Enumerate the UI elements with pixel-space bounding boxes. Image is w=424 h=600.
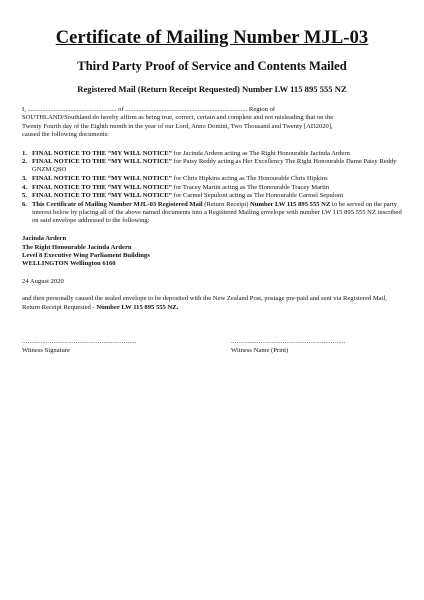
signature-block bbox=[22, 338, 402, 354]
document-title: This Certificate of Mailing Number MJL-03 Registered Mail bbox=[32, 200, 203, 208]
document-item bbox=[22, 158, 402, 174]
address-line-1: Jacinda Ardern bbox=[22, 235, 67, 243]
recipient-address bbox=[22, 235, 402, 268]
registered-mail-line: Registered Mail (Return Receipt Requested) Number LW 115 895 555 NZ bbox=[77, 84, 347, 94]
document-number: 2. bbox=[22, 158, 27, 166]
address-line-2: The Right Honourable Jacinda Ardern bbox=[22, 243, 132, 251]
document-number: 5. bbox=[22, 192, 27, 200]
closing-paragraph bbox=[22, 295, 402, 312]
document-number: 6. bbox=[22, 200, 27, 208]
document-title: FINAL NOTICE TO THE “MY WILL NOTICE” bbox=[32, 183, 172, 191]
affirmation-paragraph bbox=[22, 106, 402, 140]
document-title: FINAL NOTICE TO THE “MY WILL NOTICE” bbox=[32, 192, 172, 200]
closing-registered-number: Number LW 115 895 555 NZ. bbox=[96, 303, 179, 311]
certificate-subtitle: Third Party Proof of Service and Contents Mailed bbox=[77, 59, 347, 73]
address-line-3: Level 8 Executive Wing Parliament Buildings bbox=[22, 251, 150, 259]
document-description: for Jacinda Ardern acting as The Right Honourable Jacinda Ardern bbox=[171, 149, 350, 157]
witness-signature-field bbox=[22, 338, 193, 354]
document-description: (Return Receipt) bbox=[202, 200, 251, 208]
document-description: for Carmel Sepuloni acting as The Honourable Carmel Sepuloni bbox=[171, 192, 344, 200]
document-item bbox=[22, 192, 402, 200]
document-description: for Patsy Reddy acting as Her Excellency The Right Honourable Dame Patsy Reddy GNZM QSO bbox=[32, 158, 397, 174]
affirmation-line-2: SOUTHLAND/Southland do hereby affirm as being true, correct, certain and complete and not misleading that on the bbox=[22, 114, 334, 122]
witness-name-field bbox=[231, 338, 402, 354]
closing-text: and then personally caused the sealed envelope to be deposited with the New Zealand Post, postage pre-paid and sent via Registered Mail, Return Receipt Requested - bbox=[22, 295, 387, 311]
document-description: for Chris Hipkins acting as The Honourable Chris Hipkins bbox=[171, 175, 328, 183]
document-item bbox=[22, 184, 402, 192]
witness-signature-label: Witness Signature bbox=[22, 347, 70, 355]
document-title: FINAL NOTICE TO THE “MY WILL NOTICE” bbox=[32, 175, 172, 183]
signature-line: .............................................................. bbox=[22, 338, 137, 346]
document-item bbox=[22, 150, 402, 158]
document-item bbox=[22, 201, 402, 226]
affirmation-line-1: I, ...................................................... of .......................................................................... Region of bbox=[22, 106, 276, 113]
document-number: 4. bbox=[22, 183, 27, 191]
document-description-continued: to be served on the party interest below by placing all of the above named documents into a Registered Mailing envelope with number LW 115 895 555 NZ inscribed on said envelope addressed to the following: bbox=[32, 200, 402, 225]
document-item bbox=[22, 175, 402, 183]
documents-list bbox=[22, 150, 402, 226]
document-title: FINAL NOTICE TO THE “MY WILL NOTICE” bbox=[32, 158, 172, 166]
document-number: 3. bbox=[22, 175, 27, 183]
document-description: for Tracey Martin acting as The Honourable Tracey Martin bbox=[171, 183, 330, 191]
witness-name-label: Witness Name (Print) bbox=[231, 347, 289, 355]
mailing-date: 24 August 2020 bbox=[22, 278, 64, 286]
name-line: .............................................................. bbox=[231, 338, 346, 346]
address-line-4: WELLINGTON Wellington 6160 bbox=[22, 260, 116, 268]
affirmation-line-3: Twenty Fourth day of the Eighth month in the year of our Lord, Anno Domini, Two Thousand and Twenty [AD2020], bbox=[22, 122, 333, 130]
certificate-title: Certificate of Mailing Number MJL-03 bbox=[55, 28, 369, 48]
affirmation-line-4: caused the following documents: bbox=[22, 131, 109, 139]
registered-number: Number LW 115 895 555 NZ bbox=[250, 200, 331, 208]
document-title: FINAL NOTICE TO THE “MY WILL NOTICE” bbox=[32, 149, 172, 157]
document-number: 1. bbox=[22, 149, 27, 157]
